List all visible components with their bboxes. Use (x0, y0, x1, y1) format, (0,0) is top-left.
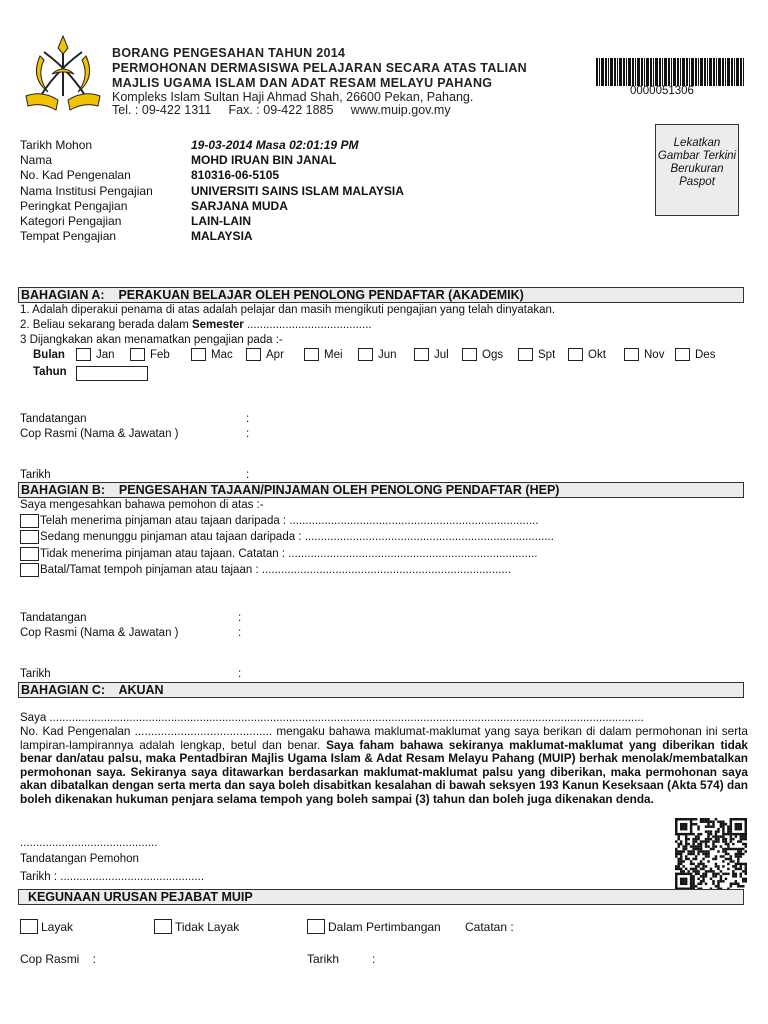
month-checkbox-okt[interactable] (568, 348, 583, 361)
month-label: Nov (644, 349, 665, 361)
field-label: Nama Institusi Pengajian (20, 183, 153, 198)
barcode-number: 0000051306 (630, 85, 694, 97)
month-label: Des (695, 349, 716, 361)
declaration-paragraph (20, 725, 748, 807)
name-declaration-line[interactable]: Saya .......................................................................................................................................................................................... (20, 712, 644, 724)
declaration-bold-text: Saya faham bahawa sekiranya maklumat-maklumat yang diberikan tidak benar dan/atau palsu, maka Pentadbiran Majlis Ugama Islam & Adat Resam Melayu Pahang (MUIP) berhak menolak/membatalkan permohonan saya. Sekiranya saya ditawarkan berdasarkan maklumat-maklumat palsu yang diberikan, maka permohonan saya akan dibatalkan dengan serta merta dan saya boleh disabitkan kesalahan di bawah seksyen 193 Kanun Keseksaan (Akta 574) dan boleh dikenakan hukuman penjara selama tempoh yang boleh sampai (3) tahun dan boleh juga dikenakan denda. (20, 737, 748, 806)
dalam-pertimbangan-checkbox[interactable] (307, 919, 325, 934)
field-value: 810316-06-5105 (191, 168, 280, 183)
form-title: BORANG PENGESAHAN TAHUN 2014 (112, 46, 346, 60)
section-b-date-label: Tarikh (20, 668, 51, 680)
section-a-item-2 (20, 319, 372, 331)
tidak-layak-label: Tidak Layak (175, 920, 240, 934)
section-b-date-colon: : (238, 668, 242, 680)
month-checkbox-des[interactable] (675, 348, 690, 361)
section-a-item-1: 1. Adalah diperakui penama di atas adalah pelajar dan masih mengikuti pengajian yang telah dinyatakan. (20, 304, 556, 316)
field-label: Tarikh Mohon (20, 138, 93, 152)
month-label: Jul (434, 349, 449, 361)
field-label: Nama (20, 153, 53, 168)
section-b-signature-colon: : (238, 612, 242, 624)
field-label: Kategori Pengajian (20, 214, 122, 228)
month-label: Jan (96, 349, 115, 361)
month-checkbox-mac[interactable] (191, 348, 206, 361)
funding-option-checkbox[interactable] (20, 563, 39, 577)
office-stamp-label: Cop Rasmi : (20, 952, 97, 966)
section-a-date-colon: : (246, 469, 250, 481)
month-checkbox-nov[interactable] (624, 348, 639, 361)
funding-option-label: Tidak menerima pinjaman atau tajaan. Catatan : .............................................................................. (40, 547, 538, 560)
section-b-signature-label: Tandatangan (20, 612, 87, 624)
funding-option-label: Sedang menunggu pinjaman atau tajaan daripada : .............................................................................. (40, 531, 554, 544)
layak-label: Layak (41, 920, 74, 934)
section-a-date-label: Tarikh (20, 469, 51, 481)
qr-code (674, 818, 748, 890)
funding-option-checkbox[interactable] (20, 530, 39, 544)
month-label: Spt (538, 349, 556, 361)
field-label: Peringkat Pengajian (20, 198, 128, 213)
section-a-item-3: 3 Dijangkakan akan menamatkan pengajian pada :- (20, 334, 283, 346)
layak-checkbox[interactable] (20, 919, 38, 934)
month-label: Feb (150, 349, 170, 361)
month-checkbox-apr[interactable] (246, 348, 261, 361)
month-label: Mac (211, 349, 233, 361)
field-value: MALAYSIA (191, 229, 253, 244)
section-b-stamp-label: Cop Rasmi (Nama & Jawatan ) (20, 627, 179, 639)
field-value: SARJANA MUDA (191, 198, 288, 213)
form-subtitle: PERMOHONAN DERMASISWA PELAJARAN SECARA ATAS TALIAN (112, 61, 528, 75)
month-label: Apr (266, 349, 284, 361)
declaration-normal-text: No. Kad Pengenalan .......................................... mengaku bahawa maklumat-maklumat yang saya berikan di dalam permohonan ini serta lampiran-lampirannya adalah lengkap, betul dan benar. (20, 724, 748, 752)
month-checkbox-feb[interactable] (130, 348, 145, 361)
month-label: Ogs (482, 349, 504, 361)
semester-label: Semester (191, 319, 244, 331)
month-checkbox-ogs[interactable] (462, 348, 477, 361)
applicant-signature-label: Tandatangan Pemohon (20, 853, 139, 865)
office-date-label: Tarikh (307, 952, 340, 966)
organization-contact: Tel. : 09-422 1311 Fax. : 09-422 1885 www.muip.gov.my (112, 103, 451, 117)
photo-placeholder: Lekatkan Gambar Terkini Berukuran Paspot (655, 124, 739, 216)
organization-name: MAJLIS UGAMA ISLAM DAN ADAT RESAM MELAYU PAHANG (112, 76, 493, 90)
funding-option-label: Telah menerima pinjaman atau tajaan daripada : .............................................................................. (40, 515, 539, 527)
item-2-prefix: 2. Beliau sekarang berada dalam (20, 319, 192, 331)
semester-field[interactable]: ....................................... (243, 319, 372, 331)
month-label: Okt (588, 349, 606, 361)
month-checkbox-jul[interactable] (414, 348, 429, 361)
section-a-stamp-colon: : (246, 428, 250, 440)
month-label: Mei (324, 349, 343, 361)
section-a-stamp-label: Cop Rasmi (Nama & Jawatan ) (20, 428, 179, 440)
tahun-input[interactable] (76, 366, 148, 381)
section-c-header: BAHAGIAN C: AKUAN (18, 682, 744, 698)
section-b-stamp-colon: : (238, 627, 242, 639)
month-checkbox-jun[interactable] (358, 348, 373, 361)
tidak-layak-checkbox[interactable] (154, 919, 172, 934)
catatan-label: Catatan : (465, 920, 514, 934)
month-checkbox-spt[interactable] (518, 348, 533, 361)
applicant-date-line[interactable]: Tarikh : ............................................. (20, 871, 205, 883)
month-checkbox-mei[interactable] (304, 348, 319, 361)
barcode (594, 58, 746, 86)
field-value: LAIN-LAIN (191, 214, 251, 228)
month-checkbox-jan[interactable] (76, 348, 91, 361)
month-label: Jun (378, 349, 397, 361)
section-b-header: BAHAGIAN B: PENGESAHAN TAJAAN/PINJAMAN OLEH PENOLONG PENDAFTAR (HEP) (18, 482, 744, 498)
field-label: No. Kad Pengenalan (20, 168, 131, 183)
muip-logo (22, 34, 104, 116)
section-b-intro: Saya mengesahkan bahawa pemohon di atas :- (20, 499, 264, 511)
dalam-pertimbangan-label: Dalam Pertimbangan (328, 920, 441, 934)
funding-option-checkbox[interactable] (20, 547, 39, 561)
section-a-header: BAHAGIAN A: PERAKUAN BELAJAR OLEH PENOLONG PENDAFTAR (AKADEMIK) (18, 287, 744, 303)
tahun-label: Tahun (33, 366, 67, 378)
office-use-header: KEGUNAAN URUSAN PEJABAT MUIP (18, 889, 744, 905)
section-a-signature-label: Tandatangan (20, 413, 87, 425)
funding-option-label: Batal/Tamat tempoh pinjaman atau tajaan : .............................................................................. (40, 563, 512, 576)
section-a-signature-colon: : (246, 413, 250, 425)
field-value: UNIVERSITI SAINS ISLAM MALAYSIA (191, 183, 404, 198)
office-date-colon: : (372, 952, 376, 966)
bulan-label: Bulan (33, 349, 65, 361)
organization-address: Kompleks Islam Sultan Haji Ahmad Shah, 26600 Pekan, Pahang. (112, 90, 474, 104)
field-value: MOHD IRUAN BIN JANAL (191, 153, 337, 168)
funding-option-checkbox[interactable] (20, 514, 39, 528)
signature-dots[interactable]: ........................................... (20, 837, 158, 849)
field-value: 19-03-2014 Masa 02:01:19 PM (191, 138, 359, 152)
field-label: Tempat Pengajian (20, 229, 117, 244)
